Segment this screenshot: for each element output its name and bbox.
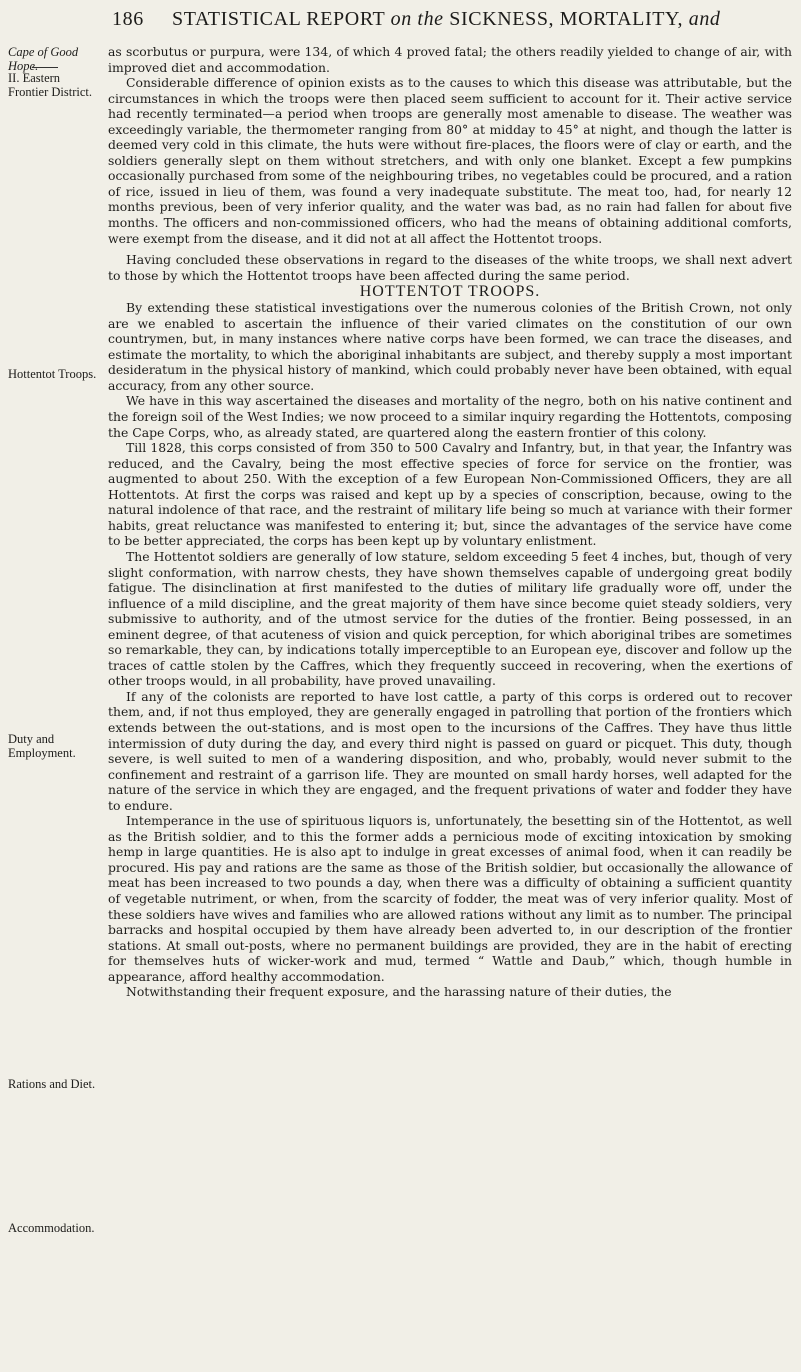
running-title xyxy=(172,8,721,31)
paragraph: Till 1828, this corps consisted of from 350 to 500 Cavalry and Infantry, but, in that year, the Infantry was reduced, and the Cavalry, being the most effective species of force for service on the frontier, was augmented to about 250. With the exception of a few European Non-Commissioned Officers, they are all Hottentots. At first the corps was raised and kept up by a species of conscription, because, owing to the natural indolence of that race, and the restraint of military life being so much at variance with their former habits, great reluctance was manifested to entering it; but, since the advantages of the service have come to be better appreciated, the corps has been kept up by voluntary enlistment. xyxy=(108,440,792,549)
margin-note-accommodation: Accommodation. xyxy=(8,1221,95,1235)
paragraph: By extending these statistical investigations over the numerous colonies of the British Crown, not only are we enabled to ascertain the influence of their varied climates on the constitution of our own countrymen, but, in many instances where native corps have been formed, we can trace the diseases, and estimate the mortality, to which the aboriginal inhabitants are subject, and thereby supply a most important desideratum in the physical history of mankind, which could probably never have been obtained, with equal accuracy, from any other source. xyxy=(108,300,792,393)
paragraph: Considerable difference of opinion exists as to the causes to which this disease was attributable, but the circumstances in which the troops were then placed seem sufficient to account for it. Their active service had recently terminated—a period when troops are generally most amenable to disease. The weather was exceedingly variable, the thermometer ranging from 80° at midday to 45° at night, and though the latter is deemed very cold in this climate, the huts were without fire-places, the floors were of clay or earth, and the soldiers generally slept on them without stretchers, and with only one blanket. Except a few pumpkins occasionally purchased from some of the neighbouring tribes, no vegetables could be procured, and a ration of rice, issued in lieu of them, was found a very inadequate substitute. The meat too, had, for nearly 12 months previous, been of very inferior quality, and the water was bad, as no rain had fallen for about five months. The officers and non-commissioned officers, who had the means of obtaining additional comforts, were exempt from the disease, and it did not at all affect the Hottentot troops. xyxy=(108,75,792,246)
title-italic: on the xyxy=(390,8,444,30)
title-prefix: STATISTICAL REPORT xyxy=(172,8,391,30)
margin-note-duty: Duty and Employment. xyxy=(8,732,76,760)
margin-note-hottentot-troops: Hottentot Troops. xyxy=(8,367,97,381)
paragraph: Intemperance in the use of spirituous liquors is, unfortunately, the besetting sin of the Hottentot, as well as the British soldier, and to this the former adds a pernicious mode of exciting intoxication by smoking hemp in large quantities. He is also apt to indulge in great excesses of animal food, when it can readily be procured. His pay and rations are the same as those of the British soldier, but occasionally the allowance of meat has been increased to two pounds a day, when there was a difficulty of obtaining a sufficient quantity of vegetable nutriment, or when, from the scarcity of fodder, the meat was of very inferior quality. Most of these soldiers have wives and families who are allowed rations without any limit as to number. The principal barracks and hospital occupied by them have already been adverted to, in our description of the frontier stations. At small out-posts, where no permanent buildings are provided, they are in the habit of erecting for themselves huts of wicker-work and mud, termed “ Wattle and Daub,” which, though humble in appearance, afford healthy accommodation. xyxy=(108,813,792,984)
paragraph: The Hottentot soldiers are generally of low stature, seldom exceeding 5 feet 4 inches, but, though of very slight conformation, with narrow chests, they have shown themselves capable of undergoing great bodily fatigue. The disinclination at first manifested to the duties of military life gradually wore off, under the influence of a mild discipline, and the great majority of them have since become quiet steady soldiers, very submissive to authority, and of the utmost service for the duties of the frontier. Being possessed, in an eminent degree, of that acuteness of vision and quick perception, for which aboriginal tribes are sometimes so remarkable, they can, by indications totally imperceptible to an European eye, discover and follow up the traces of cattle stolen by the Caffres, which they frequently succeed in recovering, when the exertions of other troops would, in all probability, have proved unavailing. xyxy=(108,548,792,689)
title-italic-end: and xyxy=(688,8,721,30)
paragraph: as scorbutus or purpura, were 134, of which 4 proved fatal; the others readily yielded to change of air, with improved diet and accommodation. xyxy=(108,44,792,75)
paragraph: Notwithstanding their frequent exposure, and the harassing nature of their duties, the xyxy=(126,984,672,1000)
title-suffix: SICKNESS, MORTALITY, xyxy=(443,8,689,30)
margin-note-district xyxy=(8,64,100,99)
margin-note-district-text: II. Eastern Frontier District. xyxy=(8,71,93,99)
section-heading: HOTTENTOT TROOPS. xyxy=(359,283,541,301)
page-number: 186 xyxy=(112,8,144,30)
margin-note-cape: Cape of Good Hope. xyxy=(8,45,79,73)
body-text xyxy=(108,44,792,1000)
paragraph: Having concluded these observations in regard to the diseases of the white troops, we shall next advert to those by which the Hottentot troops have been affected during the same period. xyxy=(108,252,792,283)
paragraph: If any of the colonists are reported to have lost cattle, a party of this corps is ordered out to recover them, and, if not thus employed, they are generally engaged in patrolling that portion of the frontiers which extends between the out-stations, and is most open to the incursions of the Caffres. They have thus little intermission of duty during the day, and every third night is passed on guard or picquet. This duty, though severe, is well suited to men of a wandering disposition, and who, probably, would never submit to the confinement and restraint of a garrison life. They are mounted on small hardy horses, well adapted for the nature of the service in which they are engaged, and the frequent privations of water and fodder they have to endure. xyxy=(108,688,792,813)
margin-note-rations: Rations and Diet. xyxy=(8,1077,96,1091)
paragraph: We have in this way ascertained the diseases and mortality of the negro, both on his native continent and the foreign soil of the West Indies; we now proceed to a similar inquiry regarding the Hottentots, composing the Cape Corps, who, as already stated, are quartered along the eastern frontier of this colony. xyxy=(108,393,792,440)
margin-rule xyxy=(32,67,58,68)
